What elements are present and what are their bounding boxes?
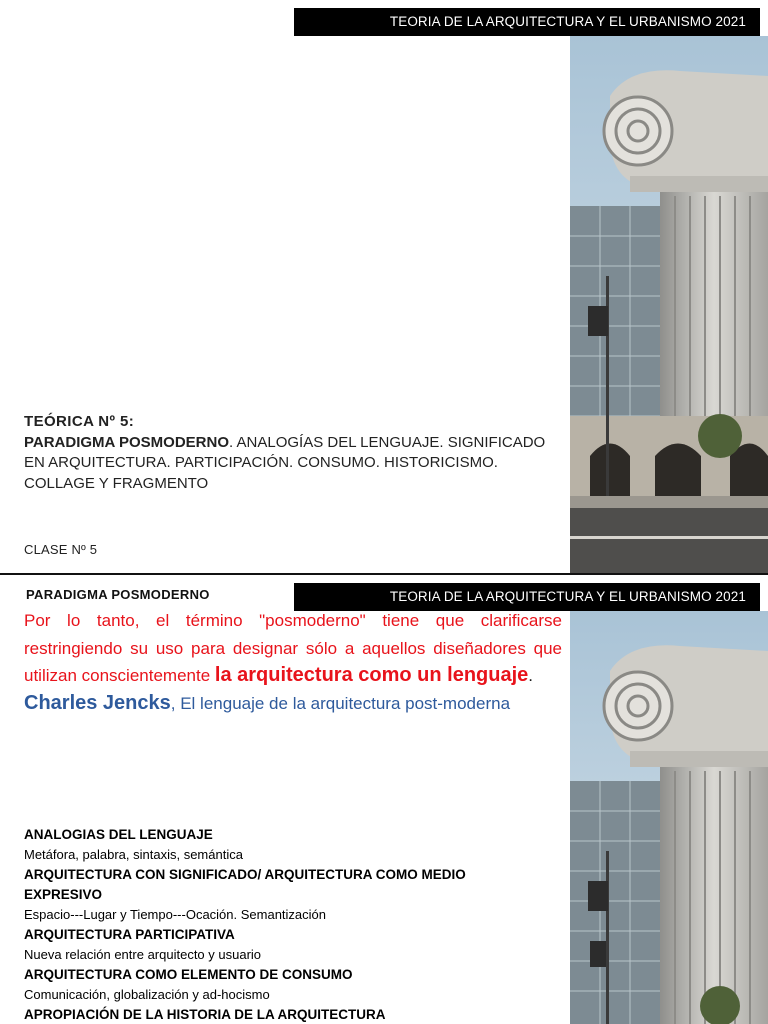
quote-author: Charles Jencks xyxy=(24,691,171,714)
course-header: TEORIA DE LA ARQUITECTURA Y EL URBANISMO 2021 xyxy=(294,8,760,36)
class-number: CLASE Nº 5 xyxy=(24,542,98,557)
topic-heading: ARQUITECTURA PARTICIPATIVA xyxy=(24,927,235,942)
quote-text: Por lo tanto, el término "posmoderno" tiene que clarificarse restringiendo su uso para designar sólo a aquellos diseñadores que utilizan conscientemente xyxy=(24,611,562,685)
topic-detail: Nueva relación entre arquitecto y usuario xyxy=(24,947,262,962)
list-item xyxy=(24,965,544,1005)
list-item xyxy=(24,865,544,925)
list-item xyxy=(24,925,544,965)
quote-period: . xyxy=(528,666,534,685)
list-item xyxy=(24,825,544,865)
topic-detail: Comunicación, globalización y ad-hocismo xyxy=(24,987,270,1002)
course-header: TEORIA DE LA ARQUITECTURA Y EL URBANISMO 2021 xyxy=(294,583,760,611)
building-photo xyxy=(570,36,768,573)
topic-detail: Espacio---Lugar y Tiempo---Ocación. Semantización xyxy=(24,907,327,922)
topic-heading: ANALOGIAS DEL LENGUAJE xyxy=(24,827,213,842)
lecture-subtitle: . ANALOGÍAS DEL LENGUAJE. SIGNIFICADO EN ARQUITECTURA. PARTICIPACIÓN. CONSUMO. HISTORICISMO. COLLAGE Y FRAGMENTO xyxy=(24,433,546,492)
quote-emphasis: la arquitectura como un lenguaje xyxy=(214,664,529,686)
paradigm-title: PARADIGMA POSMODERNO xyxy=(24,433,230,451)
topics-list xyxy=(24,825,544,1024)
lecture-number: TEÓRICA Nº 5: xyxy=(24,413,135,430)
slide-2 xyxy=(0,575,768,1024)
list-item xyxy=(24,1005,544,1024)
lecture-title xyxy=(24,412,564,494)
building-photo xyxy=(570,611,768,1024)
jencks-quote xyxy=(24,607,562,717)
topic-heading: ARQUITECTURA CON SIGNIFICADO/ ARQUITECTURA COMO MEDIO EXPRESIVO xyxy=(24,867,466,902)
topic-detail: Metáfora, palabra, sintaxis, semántica xyxy=(24,847,243,862)
topic-heading: APROPIACIÓN DE LA HISTORIA DE LA ARQUITECTURA xyxy=(24,1007,386,1022)
slide-title: PARADIGMA POSMODERNO xyxy=(26,587,210,602)
quote-source: , El lenguaje de la arquitectura post-moderna xyxy=(170,693,511,713)
topic-heading: ARQUITECTURA COMO ELEMENTO DE CONSUMO xyxy=(24,967,353,982)
